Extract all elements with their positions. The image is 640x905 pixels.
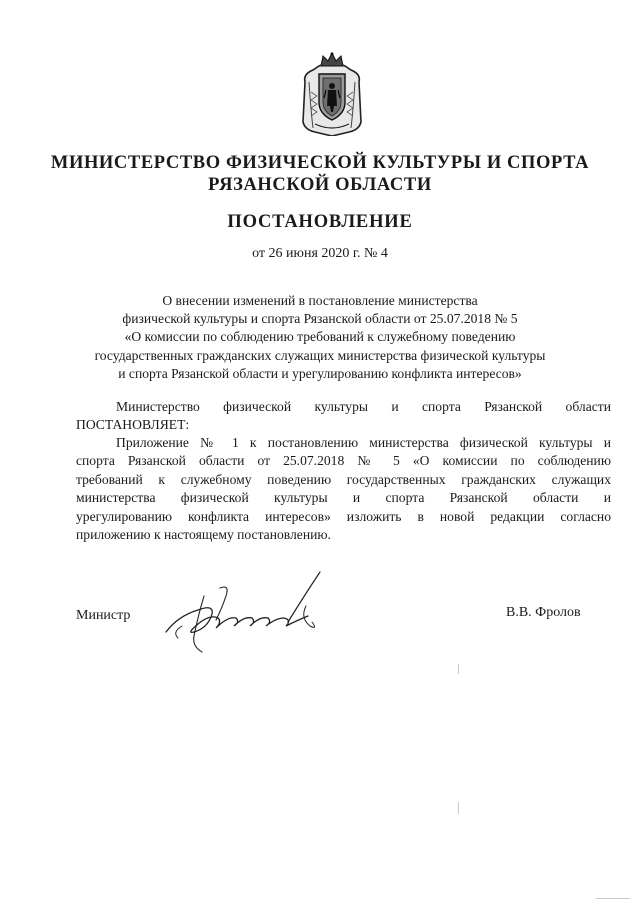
scan-speck xyxy=(458,664,459,674)
scan-speck xyxy=(596,898,630,899)
body-line: требований к служебному поведению государственных гражданских служащих xyxy=(76,471,611,487)
document-date: от 26 июня 2020 г. № 4 xyxy=(252,246,388,261)
body-paragraph-1 xyxy=(76,398,611,435)
body-line: спорта Рязанской области от 25.07.2018 № 5 «О комиссии по соблюдению xyxy=(76,453,611,469)
body-line: урегулированию конфликта интересов» изложить в новой редакции согласно xyxy=(76,508,611,524)
signatory-role: Министр xyxy=(76,608,131,623)
body-line: Приложение № 1 к постановлению министерства физической культуры и xyxy=(116,435,611,450)
subject-line: физической культуры и спорта Рязанской области от 25.07.2018 № 5 xyxy=(122,311,518,327)
body-paragraph-2 xyxy=(76,434,611,544)
ministry-title-line2: РЯЗАНСКОЙ ОБЛАСТИ xyxy=(208,175,432,195)
document-subject xyxy=(60,292,580,383)
ministry-title-line1: МИНИСТЕРСТВО ФИЗИЧЕСКОЙ КУЛЬТУРЫ И СПОРТА xyxy=(50,153,590,173)
document-type: ПОСТАНОВЛЕНИЕ xyxy=(227,212,413,232)
subject-line: «О комиссии по соблюдению требований к служебному поведению xyxy=(124,329,516,345)
body-line: ПОСТАНОВЛЯЕТ: xyxy=(76,417,190,433)
subject-line: О внесении изменений в постановление министерства xyxy=(162,293,478,308)
scan-speck xyxy=(458,802,459,814)
body-line: министерства физической культуры и спорта Рязанской области и xyxy=(76,490,611,506)
subject-line: государственных гражданских служащих министерства физической культуры xyxy=(94,347,546,363)
signatory-name: В.В. Фролов xyxy=(506,605,581,620)
body-line: приложению к настоящему постановлению. xyxy=(76,527,331,543)
subject-line: и спорта Рязанской области и урегулированию конфликта интересов» xyxy=(118,365,522,381)
body-line: Министерство физической культуры и спорта Рязанской области xyxy=(116,399,611,414)
coat-of-arms-icon xyxy=(299,52,365,136)
handwritten-signature-icon xyxy=(158,566,333,658)
